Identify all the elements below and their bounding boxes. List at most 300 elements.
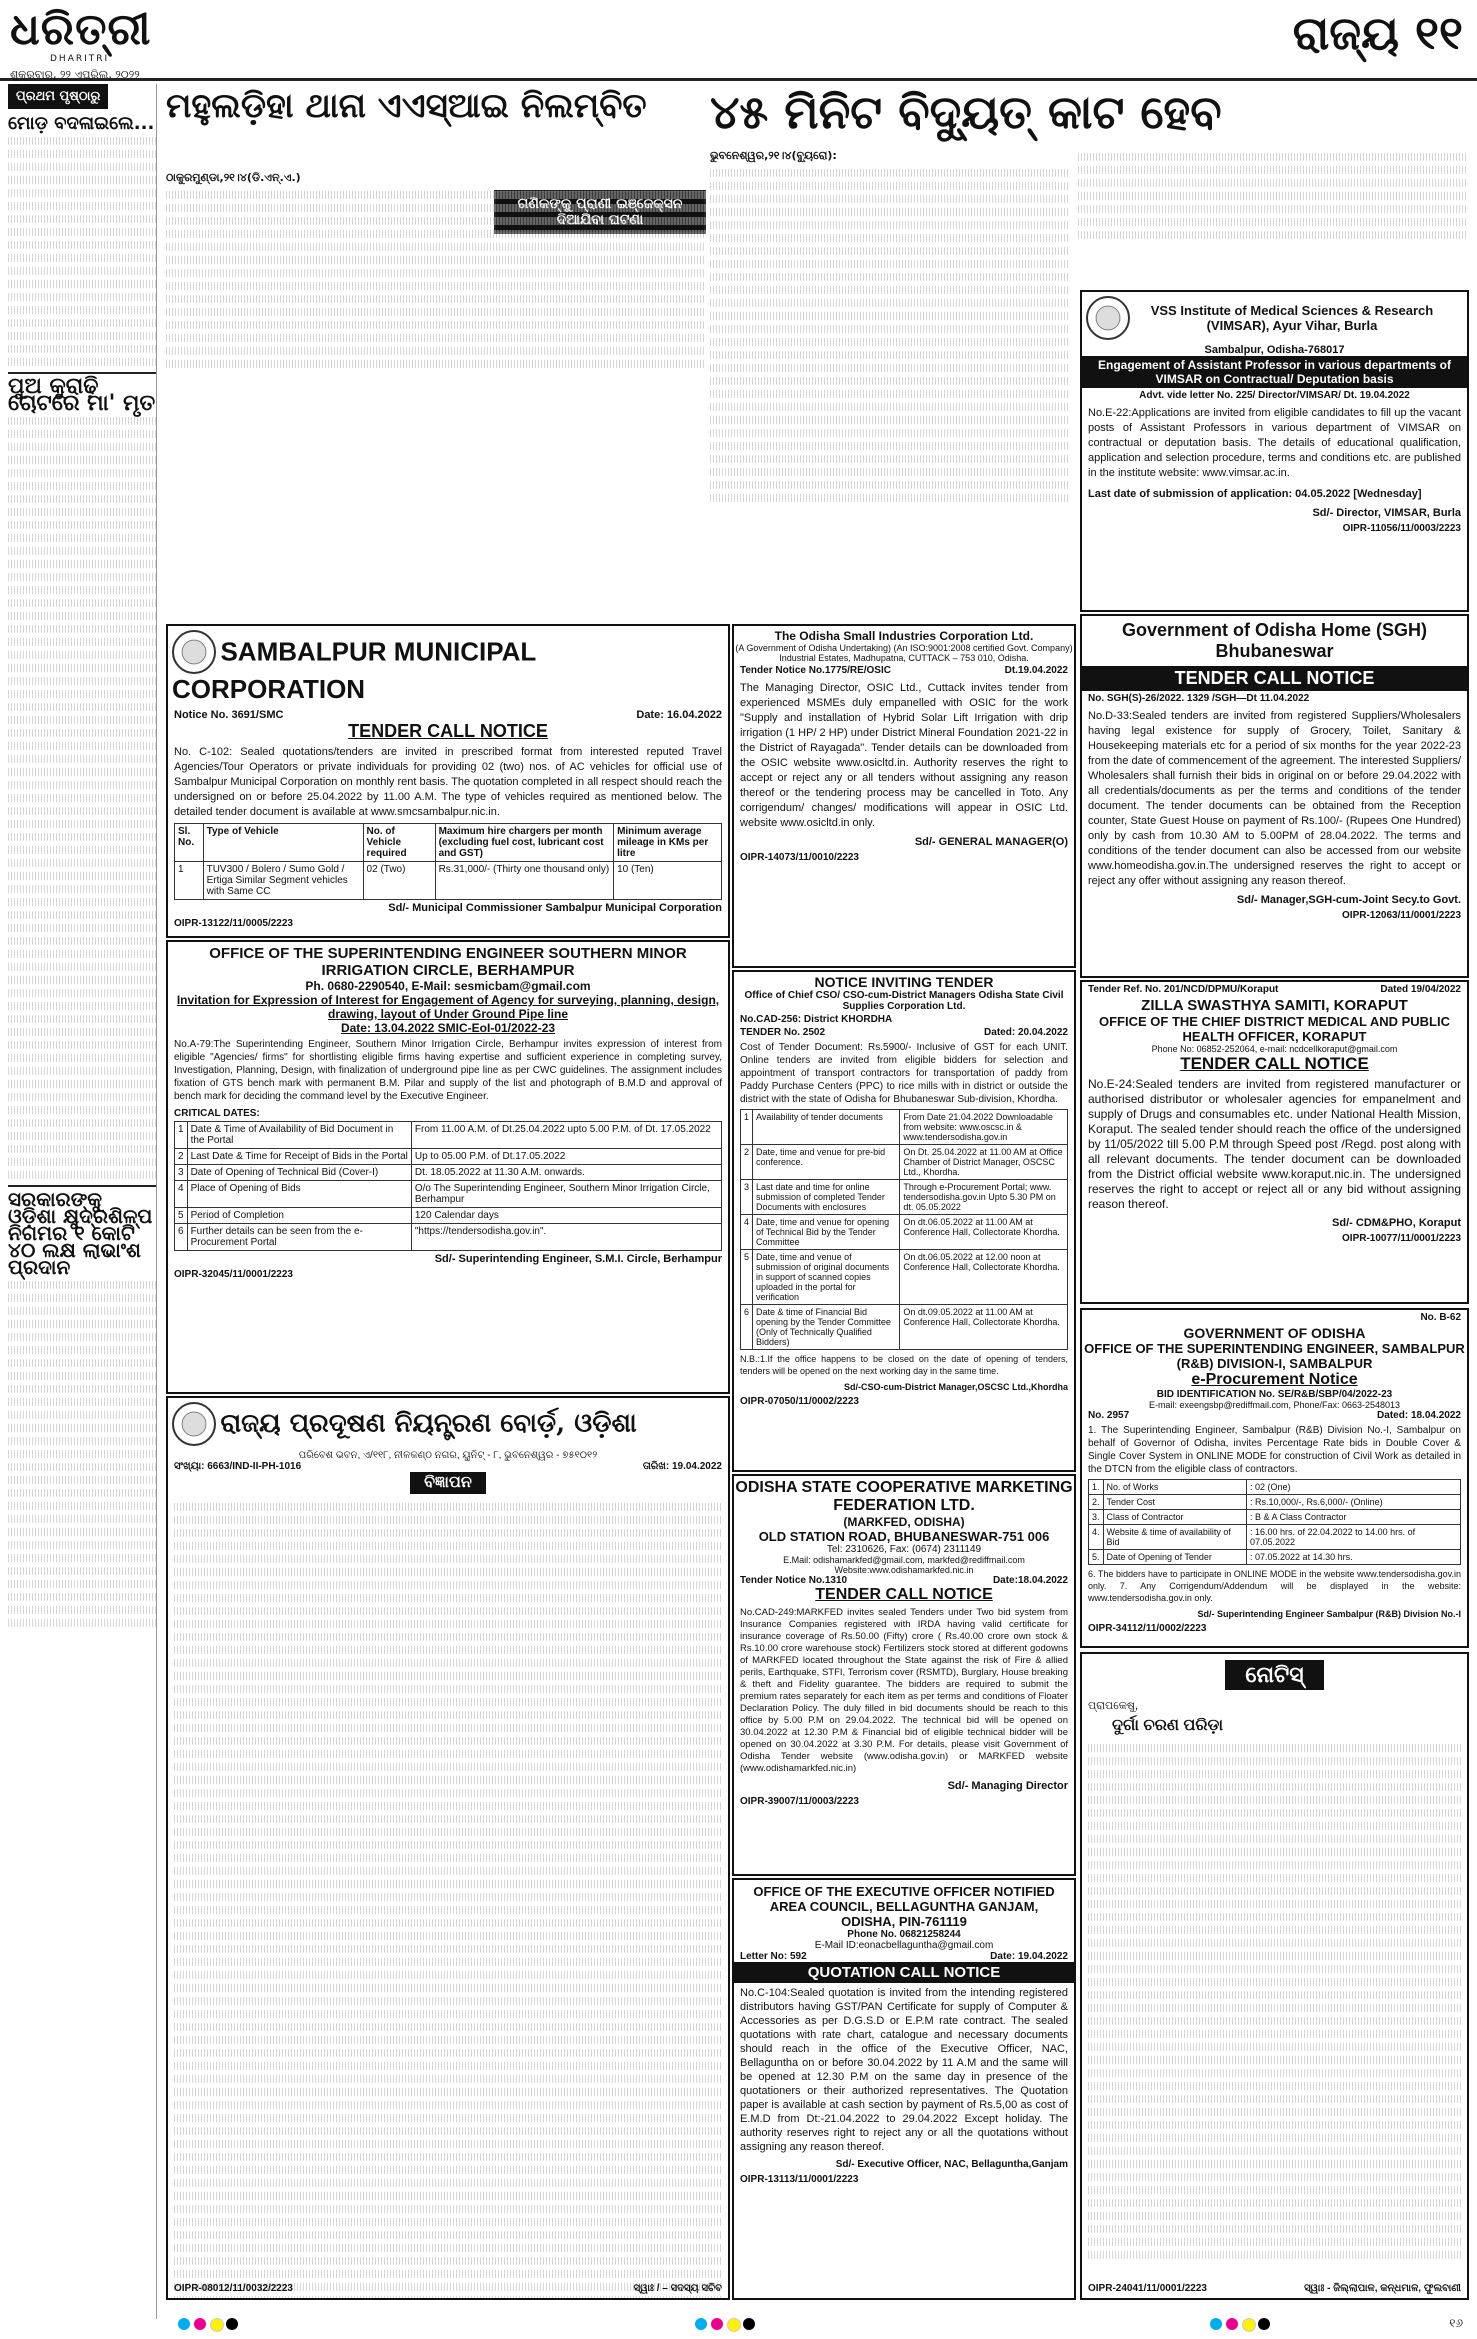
table-row: [741, 1250, 1068, 1305]
ad-text: [1088, 1965, 1461, 1973]
table-cell: 3: [175, 1165, 188, 1181]
story-text: [8, 690, 156, 698]
story-text: [710, 338, 1070, 346]
yellow-dot-icon: [210, 2318, 224, 2332]
story-headline-2: ପୁଅ କୁରାଢ଼ି ଚୋଟରେ ମା' ମୃତ: [8, 374, 156, 416]
story-text: [8, 1080, 156, 1088]
ad-text: [174, 2127, 722, 2135]
table-cell: Date & Time of Availability of Bid Document in the Portal: [187, 1122, 411, 1149]
story-text: [8, 319, 156, 327]
ad-text: [174, 2153, 722, 2161]
black-dot-icon: [743, 2318, 755, 2330]
table-row: [175, 1165, 722, 1181]
ad-sign: ସ୍ୱାଃ - ଜିଲ୍ଲାପାଳ, କନ୍ଧମାଳ, ଫୁଲବାଣୀ: [1304, 2283, 1461, 2294]
continued-tag: ପ୍ରଥମ ପୃଷ୍ଠାରୁ: [8, 84, 108, 109]
ad-text: [174, 1607, 722, 1615]
table-cell: On Dt. 25.04.2022 at 11.00 AM at Office Chamber of District Manager, OSCSC Ltd., Khordha.: [900, 1145, 1068, 1180]
cyan-dot-icon: [178, 2318, 190, 2330]
cyan-dot-icon: [1210, 2318, 1222, 2330]
story-headline-3: ସରକାରଙ୍କୁ ଓଡ଼ିଶା କ୍ଷୁଦ୍ରଶିଳ୍ପ ନିଗମର ୧ କୋଟି ୪୦ ଲକ୍ଷ ଲାଭାଂଶ ପ୍ରଦାନ: [8, 1185, 156, 1276]
story-text: [1078, 205, 1466, 213]
ad-no: No.CAD-256: District KHORDHA: [740, 1014, 893, 1025]
ad-text: [1088, 1900, 1461, 1908]
ad-code: OIPR-08012/11/0032/2223: [174, 2283, 293, 2294]
table-row: [741, 1215, 1068, 1250]
ad-text: [174, 1711, 722, 1719]
story-text: [710, 416, 1070, 424]
story-text: [8, 215, 156, 223]
ad-tender-no: TENDER No. 2502: [740, 1027, 826, 1038]
ad-text: [174, 1568, 722, 1576]
table-row: [1089, 1510, 1461, 1525]
table-cell: Further details can be seen from the e-Procurement Portal: [187, 1224, 411, 1251]
story-text: [8, 1398, 156, 1406]
table-row: [1089, 1495, 1461, 1510]
ad-text: [174, 2205, 722, 2213]
table-cell: 2.: [1089, 1495, 1104, 1510]
ad-text: [174, 1854, 722, 1862]
story-text: [710, 455, 1070, 463]
story-text: [8, 163, 156, 171]
bid-items-table: [1088, 1479, 1461, 1565]
story-text: [8, 1002, 156, 1010]
ad-rnb-sambalpur: [1080, 1308, 1469, 1648]
story-text: [1078, 153, 1466, 161]
story-text: [1078, 192, 1466, 200]
table-cell: 02 (Two): [363, 862, 435, 900]
table-cell: 3: [741, 1180, 753, 1215]
ad-to: ପ୍ରାପକେଷୁ,: [1088, 1700, 1139, 1712]
ad-text: [1088, 1757, 1461, 1765]
ad-code: OIPR-14073/11/0010/2223: [740, 852, 859, 863]
ad-org2: OFFICE OF THE CHIEF DISTRICT MEDICAL AND PUBLIC HEALTH OFFICER, KORAPUT: [1099, 1014, 1450, 1044]
story-text: [8, 508, 156, 516]
table-cell: From 11.00 A.M. of Dt.25.04.2022 upto 5.00 P.M. of Dt. 17.05.2022: [411, 1122, 721, 1149]
story-text: [8, 345, 156, 353]
ad-sub: (A Government of Odisha Undertaking) (An ISO:9001:2008 certified Govt. Company): [735, 643, 1073, 653]
story-text: [8, 228, 156, 236]
story-text: [8, 1580, 156, 1588]
ad-text: [1088, 1861, 1461, 1869]
ad-body: 1. The Superintending Engineer, Sambalpur (R&B) Division No.-I, Sambalpur on behalf of Governor of Odisha, invites Percentage Rate bids in Double Cover & Single Cover System in ONLINE MODE for construction of Civil Work as detailed in the DTCN from the eligible class of contractors.: [1088, 1425, 1461, 1475]
story-text: [8, 1372, 156, 1380]
ad-sgh: [1080, 614, 1469, 978]
ad-org2: OFFICE OF THE SUPERINTENDING ENGINEER, SAMBALPUR (R&B) DIVISION-I, SAMBALPUR: [1084, 1341, 1465, 1371]
ad-email: E-Mail ID:eonacbellaguntha@gmail.com: [814, 1940, 994, 1951]
ad-text: [1088, 2121, 1461, 2129]
ad-org: Government of Odisha Home (SGH) Bhubaneswar: [1121, 620, 1428, 661]
ad-text: [1088, 2225, 1461, 2233]
ad-body: No.D-33:Sealed tenders are invited from registered Suppliers/Wholesalers having legal existence for supply of Grocery, Toilet, Sanitary & Housekeeping materials etc for a period of six months for the year 2022-23 from the date of commencement of the agreement. The interested Suppliers/ Wholesalers shall furnish their bids in original on or before 29.04.2022 with all credentials/documents as per the terms and conditions of the tender document. The tender documents can be obtained from the Reception counter, State Guest House on payment of Rs.100/- (Rupees One Hundred) only by cash from 10.30 AM to 5.00PM of 28.04.2022. The terms and conditions of the tender document can also be accessed from our website www.homeodisha.gov.in.The undersigned reserves the right to accept or reject any offer without assigning any reason thereof.: [1088, 710, 1461, 887]
ad-bar: TENDER CALL NOTICE: [1180, 1054, 1369, 1073]
table-cell: Dt. 18.05.2022 at 11.30 A.M. onwards.: [411, 1165, 721, 1181]
story-text: [8, 1294, 156, 1302]
ad-text: [174, 1750, 722, 1758]
ad-bar: NOTICE INVITING TENDER: [814, 974, 994, 990]
ad-text: [1088, 2199, 1461, 2207]
table-cell: Tender Cost: [1103, 1495, 1247, 1510]
ad-bar: TENDER CALL NOTICE: [815, 1586, 993, 1603]
table-cell: TUV300 / Bolero / Sumo Gold / Ertiga Similar Segment vehicles with Same CC: [203, 862, 363, 900]
ad-name: ଦୁର୍ଗା ଚରଣ ପରିଡ଼ା: [1112, 1717, 1224, 1734]
center-story-inset: ଗଣିକଙ୍କୁ ପ୍ରାଣୀ ଇଞ୍ଜେକ୍ସନ ଦିଆଯିବା ଘଟଣା: [494, 190, 706, 234]
ad-org: OFFICE OF THE EXECUTIVE OFFICER NOTIFIED AREA COUNCIL, BELLAGUNTHA GANJAM, ODISHA, PIN-761119: [753, 1884, 1055, 1929]
ad-vimsar: [1080, 290, 1469, 612]
ad-date: Dated: 20.04.2022: [984, 1027, 1068, 1038]
ad-text: [1088, 1926, 1461, 1934]
table-cell: : B & A Class Contractor: [1247, 1510, 1461, 1525]
story-text: [166, 347, 706, 355]
story-text: [710, 481, 1070, 489]
story-text: [8, 716, 156, 724]
story-text: [8, 755, 156, 763]
story-text: [710, 208, 1070, 216]
ad-text: [174, 1815, 722, 1823]
ad-text: [174, 1555, 722, 1563]
story-text: [8, 950, 156, 958]
ad-bar: TENDER CALL NOTICE: [1082, 666, 1467, 691]
ad-letter: Letter No: 592: [740, 1951, 807, 1962]
table-cell: On dt.06.05.2022 at 12.00 noon at Conference Hall, Collectorate Khordha.: [900, 1250, 1068, 1305]
ad-body: Cost of Tender Document: Rs.5900/- Inclusive of GST for each UNIT. Online tenders are invited from eligible bidders for selection and appointment of transport contractors for transportation of paddy from Paddy Purchase Centers (PPC) to rice mills with in district or outside the district with the state of Odisha for Bhubaneswar Sub-division, Khordha.: [740, 1042, 1068, 1105]
ad-oscsc: [732, 970, 1076, 1472]
story-text: [8, 586, 156, 594]
table-cell: 120 Calendar days: [411, 1208, 721, 1224]
ad-text: [174, 1893, 722, 1901]
ad-tender-no: Tender Notice No.1310: [740, 1575, 848, 1586]
story-text: [710, 390, 1070, 398]
ad-text: [174, 1516, 722, 1524]
story-text: [710, 260, 1070, 268]
table-header: Minimum average mileage in KMs per litre: [614, 824, 722, 862]
ad-sign: Sd/- Superintending Engineer Sambalpur (R&B) Division No.-I: [1197, 1609, 1461, 1619]
ad-text: [174, 1841, 722, 1849]
story-text: [710, 377, 1070, 385]
story-text: [8, 651, 156, 659]
ad-text: [1088, 1939, 1461, 1947]
ad-text: [174, 2257, 722, 2265]
table-cell: On dt.09.05.2022 at 11.00 AM at Conference Hall, Collectorate Khordha.: [900, 1305, 1068, 1350]
ad-sign: ସ୍ୱାଃ / – ସଦସ୍ୟ ସଚିବ: [633, 2283, 722, 2294]
ad-text: [174, 1698, 722, 1706]
ad-text: [174, 1763, 722, 1771]
story-text: [1078, 179, 1466, 187]
ad-text: [174, 1867, 722, 1875]
table-cell: Last Date & Time for Receipt of Bids in the Portal: [187, 1149, 411, 1165]
ad-body: No.A-79:The Superintending Engineer, Southern Minor Irrigation Circle, Berhampur invites expression of interest from eligible "Agencies/ firms" for shortlisting eligible firms having expertise and sufficient experience in completing survey, Investigation, Planning, Design, with finalization of underground pipe line as per CWC guidelines. The assignment includes fixation of GTS bench mark with permanent B.M. Pilar and supply of the list and photograph of B.M.D and approval of bench mark for deciding the command level by the Executive Engineer.: [174, 1039, 722, 1102]
ad-code: OIPR-34112/11/0002/2223: [1088, 1623, 1207, 1634]
ad-body: No.E-24:Sealed tenders are invited from registered manufacturer or authorised distributor or wholesaler agencies for empanelment and supply of Drugs and consumables etc. under National Health Mission, Koraput. The sealed tender should reach the office of the undersigned by 11/05/2022 till 5.00 P.M through Speed post /Regd. post along with all relevant documents. The tender document can be downloaded from the District official website www.koraput.nic.in. The undersigned reserves the right to accept or reject all or any bid without assigning reason thereof.: [1088, 1077, 1461, 1211]
ad-org: ODISHA STATE COOPERATIVE MARKETING FEDERATION LTD.: [735, 1479, 1073, 1514]
story-text: [166, 321, 706, 329]
table-cell: 10 (Ten): [614, 862, 722, 900]
table-cell: Date of Opening of Tender: [1103, 1550, 1247, 1565]
ad-text: [174, 1529, 722, 1537]
ad-text: [174, 1958, 722, 1966]
table-cell: Website & time of availability of Bid: [1103, 1525, 1247, 1550]
table-cell: : 16.00 hrs. of 22.04.2022 to 14.00 hrs. of 07.05.2022: [1247, 1525, 1461, 1550]
ad-text: [1088, 2082, 1461, 2090]
lead-story: [710, 148, 1070, 618]
story-text: [1078, 231, 1466, 239]
ad-text: [174, 2231, 722, 2239]
story-text: [8, 254, 156, 262]
ad-text: [174, 1581, 722, 1589]
ad-nb: No. B-62: [1420, 1312, 1461, 1323]
story-text: [8, 547, 156, 555]
table-header: No. of Vehicle required: [363, 824, 435, 862]
story-text: [8, 267, 156, 275]
ad-text: [174, 2140, 722, 2148]
story-text: [8, 573, 156, 581]
ad-sign: Sd/- Executive Officer, NAC, Bellaguntha,Ganjam: [835, 2159, 1068, 2170]
table-cell: Date of Opening of Technical Bid (Cover-I): [187, 1165, 411, 1181]
story-text: [710, 286, 1070, 294]
story-text: [8, 1320, 156, 1328]
story-text: [8, 1171, 156, 1179]
ad-text: [174, 2166, 722, 2174]
ad-text: [174, 2088, 722, 2096]
ad-text: [174, 1997, 722, 2005]
ad-code: OIPR-07050/11/0002/2223: [740, 1396, 859, 1407]
table-header: Maximum hire chargers per month (excluding fuel cost, lubricant cost and GST): [435, 824, 614, 862]
table-cell: : 02 (One): [1247, 1480, 1461, 1495]
ad-se-berhampur: [166, 940, 730, 1394]
ad-bar: e-Procurement Notice: [1191, 1371, 1358, 1388]
table-cell: 6: [175, 1224, 188, 1251]
story-text: [710, 273, 1070, 281]
ad-code: OIPR-24041/11/0001/2223: [1088, 2283, 1207, 2294]
table-cell: Place of Opening of Bids: [187, 1181, 411, 1208]
story-text: [8, 202, 156, 210]
ad-date-ref: Date: 13.04.2022 SMIC-EoI-01/2022-23: [340, 1021, 556, 1035]
story-text: [8, 1015, 156, 1023]
ad-sign: Sd/-CSO-cum-District Manager,OSCSC Ltd.,Khordha: [843, 1382, 1068, 1392]
ad-phone: Phone No. 06821258244: [847, 1929, 961, 1940]
story-text: [8, 1528, 156, 1536]
story-text: [710, 195, 1070, 203]
ad-sub: (MARKFED, ODISHA): [843, 1515, 965, 1529]
story-text: [8, 1476, 156, 1484]
ad-body: No.C-104:Sealed quotation is invited from the intending registered distributors having GST/PAN Certificate for supply of Computer & Accessories as per D.G.S.D or E.P.M rate contract. The sealed quotations with rate chart, catalogue and necessary documents should reach in the office of the Executive Officer, NAC, Bellaguntha on or before 30.04.2022 by 11 A.M and the same will be opened at 12.30 P.M on the same day in presence of the quotationers or their authorized representatives. The Quotation paper is available at cash section by payment of Rs.5,00 as cost of E.M.D from Dt:-21.04.2022 to 29.04.2022 Except holiday. The authority reserves right to reject any or all the quotations without assigning any reason thereof.: [740, 1987, 1068, 2153]
ad-text: [1088, 1770, 1461, 1778]
ad-body: No.E-22:Applications are invited from eligible candidates to fill up the vacant posts of Assistant Professors in various department of VIMSAR on contractual or deputation basis. The details of educational qualification, application and selection procedure, terms and conditions etc. are published in the institute website: www.vimsar.ac.in.: [1088, 407, 1461, 479]
table-row: [175, 1181, 722, 1208]
story-text: [8, 1054, 156, 1062]
story-text: [8, 846, 156, 854]
story-text: [8, 742, 156, 750]
print-registration-marks: [0, 2310, 1477, 2339]
table-cell: 1: [741, 1110, 753, 1145]
ad-org: ରାଜ୍ୟ ପ୍ରଦୂଷଣ ନିୟନ୍ତ୍ରଣ ବୋର୍ଡ଼, ଓଡ଼ିଶା: [220, 1408, 637, 1439]
story-text: [8, 1119, 156, 1127]
ad-text: [1088, 1796, 1461, 1804]
story-text: [8, 469, 156, 477]
ad-text: [1088, 2069, 1461, 2077]
ad-text: [174, 2023, 722, 2031]
ad-text: [1088, 1835, 1461, 1843]
ad-tel: Tel: 2310626, Fax: (0674) 2311149: [826, 1544, 982, 1555]
ad-sign: Sd/- Director, VIMSAR, Burla: [1312, 507, 1461, 519]
ad-sub: ପରିବେଶ ଭବନ, ଏ/୧୧୮, ନୀଳକଣ୍ଠ ନଗର, ୟୁନିଟ୍ - ୮, ଭୁବନେଶ୍ୱର - ୭୫୧୦୧୨: [298, 1450, 598, 1461]
vehicle-table: [174, 823, 722, 900]
ad-text: [174, 1828, 722, 1836]
ad-text: [174, 1659, 722, 1667]
story-text: [166, 230, 706, 238]
ad-text: [174, 2179, 722, 2187]
story-text: [8, 1346, 156, 1354]
story-text: [8, 820, 156, 828]
ad-text: [1088, 2043, 1461, 2051]
table-row: [175, 862, 722, 900]
story-text: [710, 312, 1070, 320]
table-cell: On dt.06.05.2022 at 11.00 AM at Conference Hall, Collectorate Khordha.: [900, 1215, 1068, 1250]
story-text: [8, 332, 156, 340]
story-text: [710, 468, 1070, 476]
story-text: [8, 872, 156, 880]
story-text: [8, 417, 156, 425]
ad-text: [174, 1906, 722, 1914]
ad-text: [174, 1542, 722, 1550]
cyan-dot-icon: [695, 2318, 707, 2330]
masthead: [0, 0, 1477, 81]
table-cell: From Date 21.04.2022 Downloadable from website: www.oscsc.in & www.tendersodisha.gov.in: [900, 1110, 1068, 1145]
story-text: [710, 247, 1070, 255]
ad-ref: Tender Ref. No. 201/NCD/DPMU/Koraput: [1088, 984, 1279, 995]
story-text: [8, 1093, 156, 1101]
story-text: [8, 176, 156, 184]
table-cell: 4: [175, 1181, 188, 1208]
table-row: [741, 1145, 1068, 1180]
table-cell: 5.: [1089, 1550, 1104, 1565]
ad-text: [1088, 2212, 1461, 2220]
story-text: [710, 429, 1070, 437]
table-row: [741, 1180, 1068, 1215]
critical-dates-table: [174, 1121, 722, 1251]
ad-bar: ବିଜ୍ଞାପନ: [410, 1472, 486, 1494]
ad-text: [174, 2075, 722, 2083]
ad-text: [174, 1503, 722, 1511]
ad-osic: [732, 624, 1076, 968]
story-text: [710, 364, 1070, 372]
story-text: [8, 456, 156, 464]
ad-sign: Sd/- Superintending Engineer, S.M.I. Circle, Berhampur: [434, 1253, 722, 1265]
table-header: Sl. No.: [175, 824, 204, 862]
ad-text: [174, 2296, 722, 2300]
ad-text: [174, 1802, 722, 1810]
story-text: [166, 282, 706, 290]
ad-date: Date: 19.04.2022: [990, 1951, 1068, 1962]
ad-text: [1088, 1874, 1461, 1882]
story-text: [8, 833, 156, 841]
ad-text: [174, 1932, 722, 1940]
ad-code: OIPR-12063/11/0001/2223: [1342, 910, 1461, 921]
ad-text: [1088, 2095, 1461, 2103]
story-text: [8, 1359, 156, 1367]
table-cell: 2: [741, 1145, 753, 1180]
ad-code: OIPR-13113/11/0001/2223: [740, 2174, 859, 2185]
story-text: [8, 150, 156, 158]
schedule-table: [740, 1109, 1068, 1350]
story-text: [8, 1158, 156, 1166]
table-cell: "https://tendersodisha.gov.in".: [411, 1224, 721, 1251]
table-cell: : Rs.10,000/-, Rs.6,000/- (Online): [1247, 1495, 1461, 1510]
magenta-dot-icon: [1226, 2318, 1238, 2330]
table-cell: Rs.31,000/- (Thirty one thousand only): [435, 862, 614, 900]
ad-text: [174, 1620, 722, 1628]
ad-text: [1088, 2186, 1461, 2194]
ad-text: [1088, 1822, 1461, 1830]
story-text: [8, 358, 156, 366]
story-text: [8, 976, 156, 984]
magenta-dot-icon: [194, 2318, 206, 2330]
black-dot-icon: [1258, 2318, 1270, 2330]
ad-text: [174, 2218, 722, 2226]
page-title: ରାଜ୍ୟ ୧୧: [1292, 6, 1463, 60]
story-text: [8, 1593, 156, 1601]
ad-text: [1088, 2017, 1461, 2025]
table-cell: 1.: [1089, 1480, 1104, 1495]
ad-contact: Ph. 0680-2290540, E-Mail: sesmicbam@gmail.com: [305, 979, 591, 993]
ad-last-date: Last date of submission of application: 04.05.2022 [Wednesday]: [1088, 488, 1422, 500]
ad-date: Date:18.04.2022: [992, 1575, 1068, 1586]
issue-date: ଶୁକ୍ରବାର, ୨୨ ଏପ୍ରିଲ, ୨୦୨୨: [10, 68, 140, 81]
story-text: [710, 221, 1070, 229]
story-text: [710, 403, 1070, 411]
ad-text: [174, 2101, 722, 2109]
story-text: [8, 306, 156, 314]
story-text: [8, 989, 156, 997]
story-text: [8, 1541, 156, 1549]
ad-note: N.B.:1.If the office happens to be closed on the date of opening of tenders, tenders will be opened on the next working day in the same time.: [740, 1354, 1068, 1376]
center-story: [166, 170, 706, 400]
ad-advt: Advt. vide letter No. 225/ Director/VIMSAR/ Dt. 19.04.2022: [1139, 390, 1410, 401]
table-row: [175, 1122, 722, 1149]
story-text: [8, 638, 156, 646]
ad-org: ZILLA SWASTHYA SAMITI, KORAPUT: [1141, 997, 1408, 1014]
ad-no: No. 2957: [1088, 1410, 1130, 1421]
story-text: [8, 963, 156, 971]
ad-body: No. C-102: Sealed quotations/tenders are invited in prescribed format from interested reputed Travel Agencies/Tour Operators or private individuals for providing 02 (two) nos. of AC vehicles for official use of Sambalpur Municipal Corporation on monthly rent basis. The quotation completed in all respect should reach the undersigned on or before 25.04.2022 by 11.00 A.M. The type of vehicles required as mentioned below. The detailed tender document is available at www.smcsambalpur.nic.in.: [174, 746, 722, 818]
story-text: [710, 299, 1070, 307]
ad-text: [174, 1919, 722, 1927]
table-cell: 1: [175, 1122, 188, 1149]
ad-text: [174, 2049, 722, 2057]
story-text: [8, 781, 156, 789]
ad-date: Dated 19/04/2022: [1380, 984, 1461, 995]
story-text: [8, 1450, 156, 1458]
story-text: [8, 280, 156, 288]
ad-text: [1088, 1848, 1461, 1856]
left-column: [8, 84, 157, 2319]
table-cell: 2: [175, 1149, 188, 1165]
ad-email: E-mail: exeengsbp@rediffmail.com, Phone/Fax: 0663-2548013: [1148, 1400, 1401, 1410]
ad-org: OFFICE OF THE SUPERINTENDING ENGINEER SOUTHERN MINOR IRRIGATION CIRCLE, BERHAMPUR: [209, 945, 687, 979]
ad-text: [174, 1971, 722, 1979]
story-text: [8, 189, 156, 197]
table-row: [175, 1208, 722, 1224]
ad-smc: [166, 624, 730, 938]
table-cell: Up to 05.00 P.M. of Dt.17.05.2022: [411, 1149, 721, 1165]
story-text: [8, 443, 156, 451]
ad-text: [1088, 1991, 1461, 1999]
ad-text: [1088, 2004, 1461, 2012]
ad-text: [1088, 2056, 1461, 2064]
story-text: [8, 137, 156, 145]
table-cell: 3.: [1089, 1510, 1104, 1525]
ad-notice: [1080, 1652, 1469, 2300]
story-text: [8, 482, 156, 490]
